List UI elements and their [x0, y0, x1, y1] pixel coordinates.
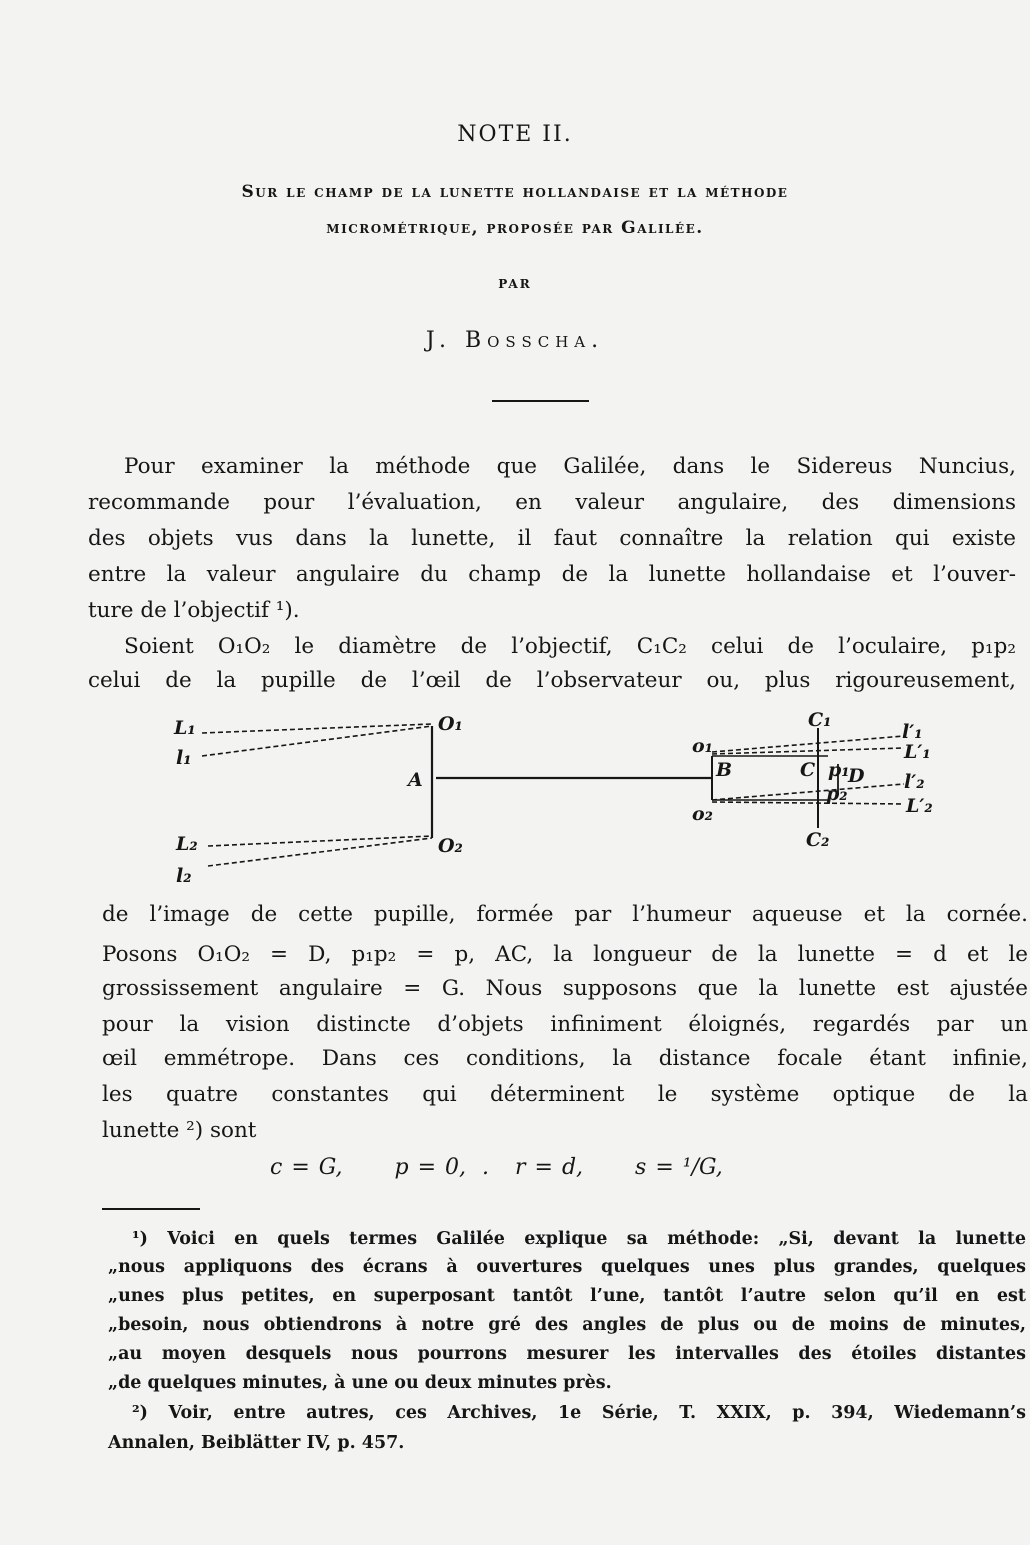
optical-constants-formula: [270, 1155, 775, 1180]
label-l-prime-2: l′₂: [904, 771, 925, 793]
footnote-line-8: Annalen, Beiblätter IV, p. 457.: [108, 1433, 405, 1453]
body-line-1: Pour examiner la méthode que Galilée, dans le Sidereus Nuncius,: [124, 454, 1016, 479]
telescope-field-diagram: [0, 700, 1030, 900]
label-L-prime-2: L′₂: [906, 795, 933, 817]
label-p2: p₂: [826, 783, 848, 805]
body-line-6: Soient O₁O₂ le diamètre de l’objectif, C₁C₂ celui de l’oculaire, p₁p₂: [124, 634, 1016, 659]
footnote-line-6: „de quelques minutes, à une ou deux minutes près.: [108, 1373, 612, 1393]
body-line-7: celui de la pupille de l’œil de l’observateur ou, plus rigoureusement,: [88, 668, 1016, 693]
body-line-8: de l’image de cette pupille, formée par l’humeur aqueuse et la cornée.: [102, 902, 1028, 927]
label-l2: l₂: [176, 865, 192, 887]
label-o1: o₁: [692, 735, 713, 757]
footnote-line-1: ¹) Voici en quels termes Galilée explique sa méthode: „Si, devant la lunette: [132, 1229, 1026, 1249]
by-label: PAR: [498, 277, 532, 291]
footnote-line-7: ²) Voir, entre autres, ces Archives, 1e Série, T. XXIX, p. 394, Wiedemann’s: [132, 1403, 1026, 1423]
body-line-4: entre la valeur angulaire du champ de la lunette hollandaise et l’ouver-: [88, 562, 1016, 587]
footnote-line-4: „besoin, nous obtiendrons à notre gré des angles de plus ou de moins de minutes,: [108, 1315, 1026, 1335]
label-L1: L₁: [174, 717, 196, 739]
note-title: NOTE II.: [457, 122, 573, 147]
formula-term-c: c = G,: [270, 1155, 343, 1180]
body-line-14: lunette ²) sont: [102, 1118, 257, 1143]
label-C1: C₁: [808, 709, 832, 731]
label-L-prime-1: L′₁: [904, 741, 931, 763]
article-heading-line-2: micrométrique, proposée par Galilée.: [326, 218, 704, 238]
body-line-13: les quatre constantes qui déterminent le système optique de la: [102, 1082, 1028, 1107]
body-line-2: recommande pour l’évaluation, en valeur angulaire, des dimensions: [88, 490, 1016, 515]
label-L2: L₂: [176, 833, 198, 855]
formula-term-s: s = ¹/G,: [635, 1155, 723, 1180]
label-o2: o₂: [692, 803, 713, 825]
formula-term-r: r = d,: [515, 1155, 584, 1180]
footnote-line-2: „nous appliquons des écrans à ouvertures quelques unes plus grandes, quelques: [108, 1257, 1026, 1277]
label-C: C: [800, 759, 816, 781]
title-divider: [492, 400, 589, 402]
author-name: J. Bosscha.: [425, 328, 605, 353]
label-B: B: [716, 759, 733, 781]
body-line-3: des objets vus dans la lunette, il faut connaître la relation qui existe: [88, 526, 1016, 551]
footnote-line-3: „unes plus petites, en superposant tantôt l’une, tantôt l’autre selon qu’il en est: [108, 1286, 1026, 1306]
label-l1: l₁: [176, 747, 192, 769]
label-O1: O₁: [438, 713, 463, 735]
body-line-9: Posons O₁O₂ = D, p₁p₂ = p, AC, la longueur de la lunette = d et le: [102, 942, 1028, 967]
label-A: A: [408, 769, 423, 791]
label-C2: C₂: [806, 829, 830, 851]
label-p1: p₁: [828, 759, 850, 781]
body-line-5: ture de l’objectif ¹).: [88, 598, 300, 623]
body-line-11: pour la vision distincte d’objets infiniment éloignés, regardés par un: [102, 1012, 1028, 1037]
formula-dot: .: [482, 1155, 490, 1180]
label-O2: O₂: [438, 835, 463, 857]
footnote-line-5: „au moyen desquels nous pourrons mesurer les intervalles des étoiles distantes: [108, 1344, 1026, 1364]
footnote-divider: [102, 1208, 200, 1210]
label-D: D: [848, 765, 865, 787]
body-line-10: grossissement angulaire = G. Nous supposons que la lunette est ajustée: [102, 976, 1028, 1001]
body-line-12: œil emmétrope. Dans ces conditions, la distance focale étant infinie,: [102, 1046, 1028, 1071]
diagram-lines: [202, 724, 904, 866]
formula-term-p: p = 0,: [394, 1155, 467, 1180]
article-heading-line-1: Sur le champ de la lunette hollandaise et la méthode: [241, 182, 789, 202]
label-l-prime-1: l′₁: [902, 721, 923, 743]
